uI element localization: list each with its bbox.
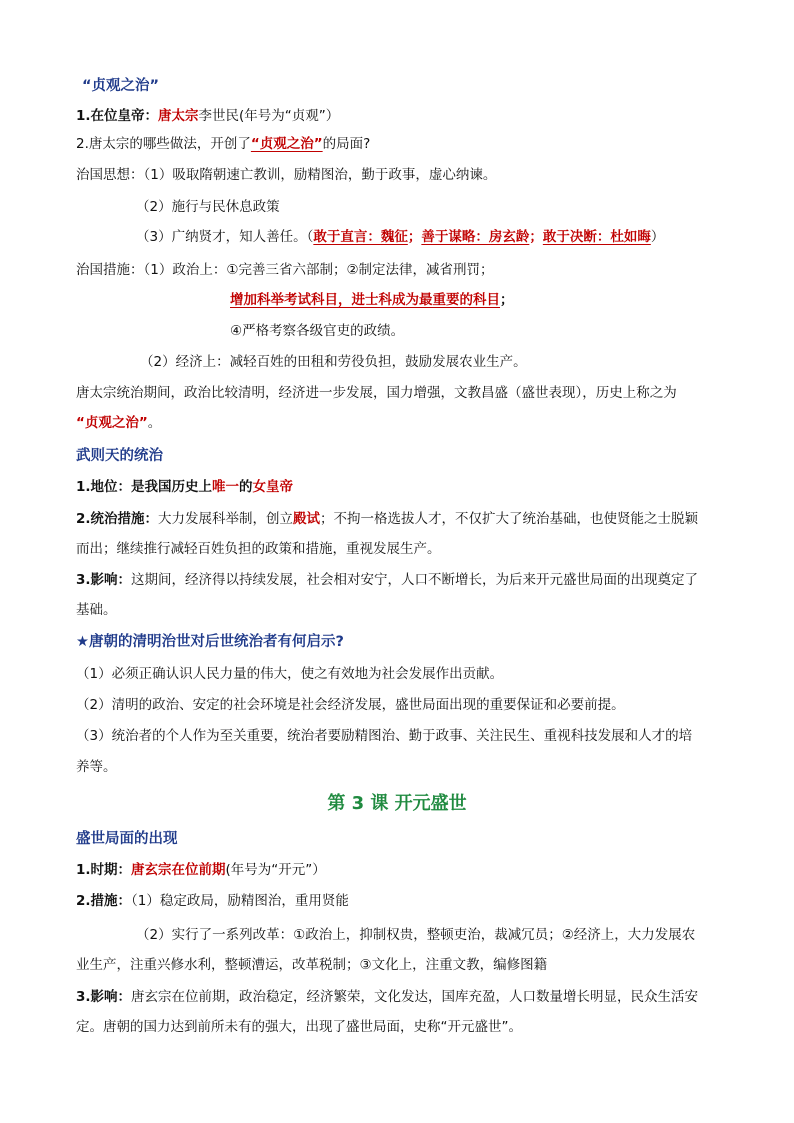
emphasis: 敢于直言：魏征: [313, 229, 408, 245]
kaiyuan-impact-2: 定。唐朝的国力达到前所未有的强大，出现了盛世局面，史称“开元盛世”。: [76, 1019, 522, 1035]
emphasis: 殿试: [293, 511, 321, 527]
text: 唐玄宗在位前期，政治稳定，经济繁荣，文化发达，国库充盈，人口数量增长明显，民众生活安: [131, 989, 699, 1005]
lesson-item-3: （3）统治者的个人作为至关重要，统治者要励精图治、勤于政事、关注民生、重视科技发展和人才的培: [76, 728, 693, 744]
separator: ；: [407, 229, 422, 245]
governing-thought-1: 治国思想：（1）吸取隋朝速亡教训，励精图治，勤于政事，虚心纳谏。: [76, 167, 497, 183]
wuzetian-impact-2: 基础。: [76, 602, 117, 618]
emphasis: 敢于决断：杜如晦: [542, 229, 651, 245]
text: 大力发展科举制，创立: [158, 511, 294, 527]
kaiyuan-impact-1: [76, 987, 698, 1007]
emphasis: 女皇帝: [252, 479, 294, 495]
label: 3.影响：: [76, 572, 132, 588]
label: 2.统治措施：: [76, 511, 159, 527]
governing-measure-4: （2）经济上：减轻百姓的田租和劳役负担，鼓励发展农业生产。: [140, 354, 527, 370]
lesson-item-2: （2）清明的政治、安定的社会环境是社会经济发展，盛世局面出现的重要保证和必要前提。: [76, 697, 625, 713]
section-heading-wuzetian: 武则天的统治: [76, 448, 163, 464]
text: 李世民(年号为“贞观”）: [198, 108, 340, 124]
text: ；不拘一格选拔人才，不仅扩大了统治基础，也使贤能之士脱颖: [320, 511, 699, 527]
text: 。: [147, 415, 162, 431]
section-heading-zhenguan: “贞观之治”: [82, 78, 160, 94]
governing-thought-2: （2）施行与民休息政策: [136, 199, 280, 215]
label: 1.地位：: [76, 479, 132, 495]
governing-measure-1: 治国措施：（1）政治上：①完善三省六部制；②制定法律，减省刑罚；: [76, 262, 494, 278]
zhenguan-question: [76, 134, 370, 154]
wuzetian-impact-1: [76, 570, 698, 590]
governing-measure-3: ④严格考察各级官吏的政绩。: [230, 323, 405, 339]
lesson-item-3-cont: 养等。: [76, 759, 117, 775]
emphasis: 唐玄宗在位前期: [131, 862, 226, 878]
emphasis: 唐太宗: [158, 108, 199, 124]
lesson-item-1: （1）必须正确认识人民力量的伟大，使之有效地为社会发展作出贡献。: [76, 666, 504, 682]
text: 2.唐太宗的哪些做法，开创了: [76, 136, 251, 152]
kaiyuan-measures-1: [76, 891, 349, 911]
text: 的: [239, 479, 253, 495]
governing-thought-3: [136, 227, 664, 247]
wuzetian-measures-2: 而出；继续推行减轻百姓负担的政策和措施，重视发展生产。: [76, 541, 441, 557]
kaiyuan-measures-2: （2）实行了一系列改革：①政治上，抑制权贵，整顿吏治，裁减冗员；②经济上，大力发展农: [136, 927, 696, 943]
governing-measure-2: [230, 290, 514, 310]
label: 1.时期：: [76, 862, 132, 878]
section-heading-lessons: ★唐朝的清明治世对后世统治者有何启示?: [76, 634, 344, 650]
text: ；: [500, 292, 514, 308]
text: 的局面?: [322, 136, 371, 152]
zhenguan-emperor: [76, 106, 339, 126]
section-heading-kaiyuan: 盛世局面的出现: [76, 831, 178, 847]
zhenguan-summary-1: 唐太宗统治期间，政治比较清明，经济进一步发展，国力增强，文教昌盛（盛世表现），历史上称之为: [76, 385, 677, 401]
label: 2.措施：: [76, 893, 132, 909]
text: (年号为“开元”）: [225, 862, 326, 878]
text: ）: [650, 229, 665, 245]
emphasis: 善于谋略：房玄龄: [421, 229, 530, 245]
text: （1）稳定政局，励精图治，重用贤能: [131, 893, 349, 909]
label: 1.在位皇帝：: [76, 108, 159, 124]
text: （3）广纳贤才，知人善任。（: [136, 229, 314, 245]
label: 3.影响：: [76, 989, 132, 1005]
emphasis: 增加科举考试科目，进士科成为最重要的科目: [230, 292, 500, 308]
lesson-title: 第 3 课 开元盛世: [327, 793, 467, 814]
emphasis: “贞观之治”: [76, 415, 148, 431]
zhenguan-summary-2: [76, 413, 161, 433]
separator: ；: [529, 229, 543, 245]
text: 是我国历史上: [131, 479, 213, 495]
emphasis: 唯一: [212, 479, 240, 495]
wuzetian-status: [76, 477, 293, 497]
emphasis: “贞观之治”: [250, 136, 323, 152]
kaiyuan-measures-3: 业生产，注重兴修水利，整顿漕运，改革税制；③文化上，注重文教，编修图籍: [76, 957, 548, 973]
wuzetian-measures-1: [76, 509, 698, 529]
text: 这期间，经济得以持续发展，社会相对安宁，人口不断增长，为后来开元盛世局面的出现奠定了: [131, 572, 699, 588]
kaiyuan-period: [76, 860, 326, 880]
